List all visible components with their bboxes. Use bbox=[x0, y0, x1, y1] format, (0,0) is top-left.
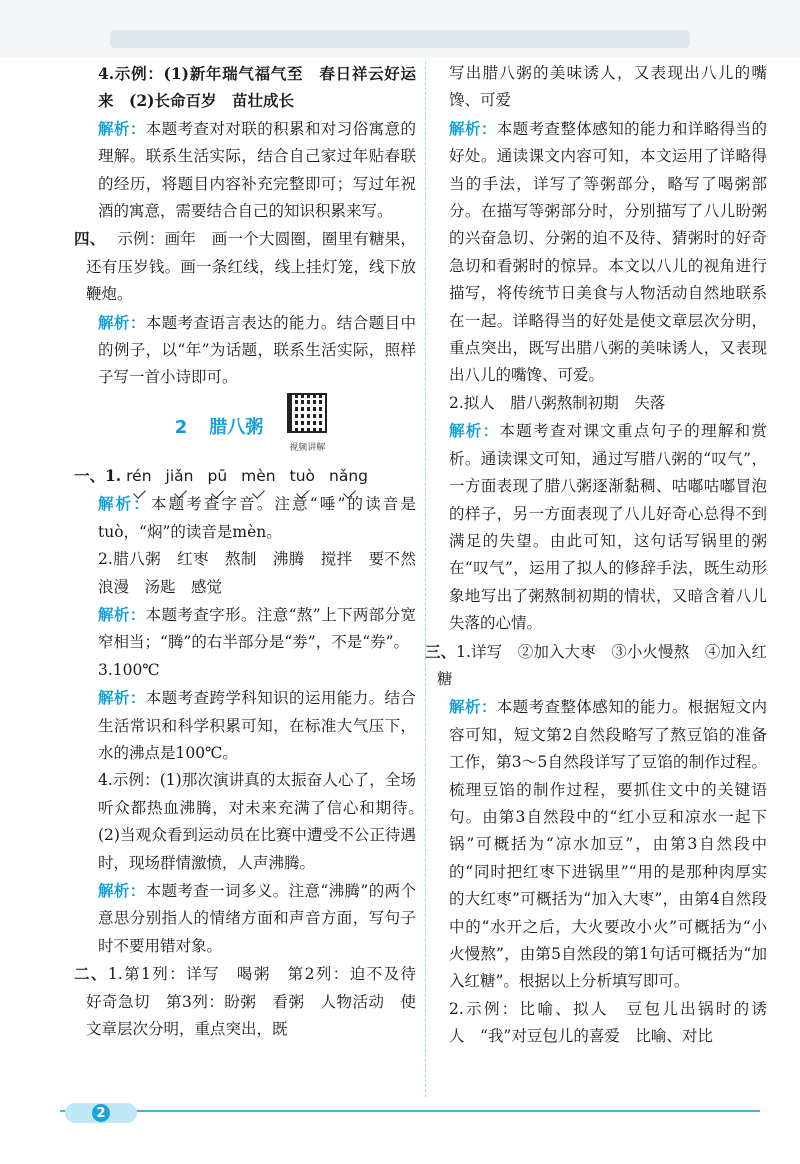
answer-continued: 写出腊八粥的美味诱人，又表现出八儿的嘴馋、可爱 bbox=[449, 64, 767, 110]
analysis: 解析：本题考查字形。注意“熬”上下两部分宽窄相当；“腾”的右半部分是“劵”，不是“券”。 bbox=[98, 604, 416, 652]
section-1-q1: 一、1. rén jiǎn pū mèn tuò nǎng bbox=[86, 462, 416, 490]
header-faded-text bbox=[110, 30, 690, 48]
left-column bbox=[74, 60, 432, 1043]
page-number: 2 bbox=[92, 1104, 110, 1122]
page-badge bbox=[65, 1103, 137, 1123]
right-column bbox=[425, 60, 767, 1051]
qr-code[interactable] bbox=[287, 393, 327, 462]
column-divider bbox=[425, 62, 426, 1097]
analysis: 解析：本题考查整体感知的能力和详略得当的好处。通读课文内容可知，本文运用了详略得当的手法，详写了等粥部分，略写了喝粥部分。在描写等粥部分时，分别描写了八儿盼粥的兴奋急切、分粥的迫不及待、猜粥时的好奇急切和看粥时的惊异。本文以八儿的视角进行描写，将传统节日美食与人物活动自然地联系在一起。详略得当的好处是使文章层次分明，重点突出，既写出腊八粥的美味诱人，又表现出八儿的嘴馋、可爱。 bbox=[449, 118, 767, 385]
answer-3: 3.100℃ bbox=[98, 660, 160, 679]
qr-code-icon bbox=[287, 393, 327, 433]
pinyin-item: pū bbox=[207, 463, 227, 490]
section-2-q1: 二、1.第1列：详写 喝粥 第2列：迫不及待 好奇急切 第3列：盼粥 看粥 人物活动 使文章层次分明，重点突出，既 bbox=[74, 964, 432, 1038]
answer-4: 4.示例：(1)新年瑞气福气至 春日祥云好运来 (2)长命百岁 苗壮成长 bbox=[98, 64, 416, 111]
answer-2: 2.腊八粥 红枣 熬制 沸腾 搅拌 要不然 浪漫 汤匙 感觉 bbox=[98, 550, 432, 596]
analysis: 解析：本题考查对课文重点句子的理解和赏析。通读课文可知，通过写腊八粥的“叹气”，一方面表现了腊八粥逐渐黏稠、咕嘟咕嘟冒泡的样子，另一方面表现了八儿好奇心总得不到满足的失望。由此可知，这句话写锅里的粥在“叹气”，运用了拟人的修辞手法，既生动形象地写出了粥熬制初期的情状，又暗含着八儿失落的心情。 bbox=[449, 421, 767, 633]
analysis: 解析：本题考查字音。注意“唾”的读音是tuò，“焖”的读音是mèn。 bbox=[98, 494, 416, 541]
lesson-number: 2 bbox=[174, 417, 188, 439]
lesson-title: 腊八粥 bbox=[209, 417, 264, 439]
qr-label: 视频讲解 bbox=[289, 443, 326, 454]
pinyin-item: rén bbox=[126, 463, 151, 490]
analysis: 解析：本题考查一词多义。注意“沸腾”的两个意思分别指人的情绪方面和声音方面，写句子时不要用错对象。 bbox=[98, 880, 416, 955]
answer-2: 2.拟人 腊八粥熬制初期 失落 bbox=[449, 393, 666, 412]
pinyin-item: tuò bbox=[290, 463, 315, 490]
answer-4: 4.示例：(1)那次演讲真的太振奋人心了，全场听众都热血沸腾，对未来充满了信心和期待。 (2)当观众看到运动员在比赛中遭受不公正待遇时，现场群情激愤，人声沸腾。 bbox=[98, 771, 432, 872]
analysis: 解析：本题考查对对联的积累和对习俗寓意的理解。联系生活实际，结合自己家过年贴春联的经历，将题目内容补充完整即可；写过年祝酒的寓意，需要结合自己的知识积累来写。 bbox=[98, 118, 416, 221]
pinyin-item: mèn bbox=[241, 463, 275, 490]
analysis: 解析：本题考查语言表达的能力。结合题目中的例子，以“年”为话题，联系生活实际，照样子写一首小诗即可。 bbox=[98, 312, 416, 387]
pinyin-item: nǎng bbox=[329, 463, 368, 490]
pinyin-item: jiǎn bbox=[166, 463, 194, 490]
answer-2: 2.示例：比喻、拟人 豆包儿出锅时的诱人 “我”对豆包儿的喜爱 比喻、对比 bbox=[449, 999, 767, 1046]
section-3-q1: 三、1.详写 ②加入大枣 ③小火慢熬 ④加入红糖 bbox=[425, 641, 767, 688]
analysis: 解析：本题考查整体感知的能力。根据短文内容可知，短文第2自然段略写了熬豆馅的准备工作，第3～5自然段详写了豆馅的制作过程。梳理豆馅的制作过程，要抓住文中的关键语句。由第3自然段中的“红小豆和凉水一起下锅”可概括为“凉水加豆”，由第3自然段中的“同时把红枣下进锅里”“用的是那种肉厚实的大红枣”可概括为“加入大枣”，由第4自然段中的“水开之后，大火要改小火”可概括为“小火慢熬”，由第5自然段的第1句话可概括为“加入红糖”。根据以上分析填写即可。 bbox=[449, 697, 767, 991]
footer-rule bbox=[60, 1110, 760, 1112]
lesson-heading bbox=[86, 398, 416, 458]
section-4: 四、 示例：画年 画一个大圆圈，圈里有糖果，还有压岁钱。画一条红线，线上挂灯笼，线下放鞭炮。 bbox=[74, 229, 416, 304]
analysis: 解析：本题考查跨学科知识的运用能力。结合生活常识和科学积累可知，在标准大气压下，水的沸点是100℃。 bbox=[98, 688, 416, 762]
pinyin-answers bbox=[126, 467, 382, 485]
header-band bbox=[0, 0, 800, 58]
